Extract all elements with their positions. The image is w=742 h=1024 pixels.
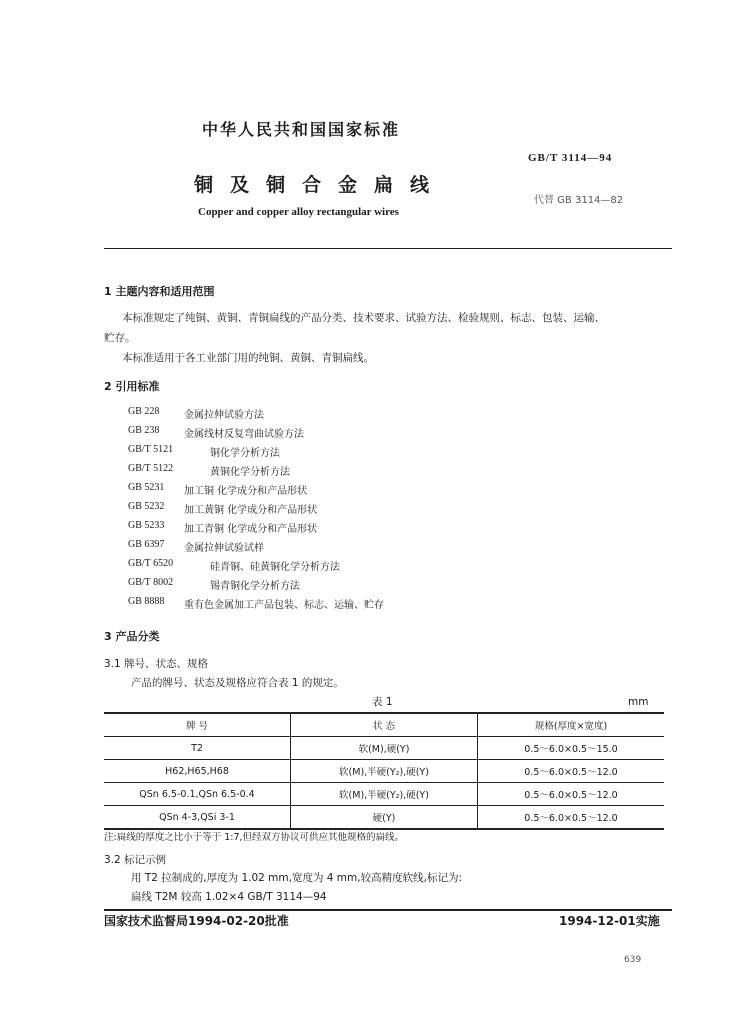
reference-title: 黄铜化学分析方法	[210, 467, 290, 478]
section-3-2-text: 用 T2 拉制成的,厚度为 1.02 mm,宽度为 4 mm,较高精度软线,标记为:	[131, 872, 462, 884]
table-cell: 软(M),半硬(Y₂),硬(Y)	[291, 783, 478, 806]
table-row	[104, 737, 664, 760]
approval-date: 国家技术监督局1994-02-20批准	[104, 914, 289, 928]
reference-code: GB 5233	[128, 520, 165, 531]
reference-code: GB 6397	[128, 539, 165, 550]
table-cell: 软(M),半硬(Y₂),硬(Y)	[291, 760, 478, 783]
header-divider	[104, 248, 672, 249]
table-cell: QSn 4-3,QSi 3-1	[104, 806, 291, 830]
reference-title: 铜化学分析方法	[210, 448, 280, 459]
standard-number: GB/T 3114—94	[528, 152, 613, 164]
table-row	[104, 783, 664, 806]
table-row	[104, 806, 664, 830]
reference-title: 硅青铜、硅黄铜化学分析方法	[210, 562, 340, 573]
reference-code: GB 238	[128, 425, 160, 436]
section-2-heading: 2 引用标准	[104, 380, 160, 393]
section-3-1-text: 产品的牌号、状态及规格应符合表 1 的规定。	[131, 677, 344, 689]
national-standard-heading: 中华人民共和国国家标准	[202, 120, 401, 139]
reference-title: 金属拉伸试验试样	[184, 543, 264, 554]
table-cell: 0.5～6.0×0.5～12.0	[478, 806, 665, 830]
replaces-standard: 代替 GB 3114—82	[534, 195, 624, 206]
reference-title: 重有色金属加工产品包装、标志、运输、贮存	[184, 600, 384, 611]
section-1-paragraph-1: 本标准规定了纯铜、黄铜、青铜扁线的产品分类、技术要求、试验方法、检验规则、标志、包装、运输、	[122, 312, 605, 324]
reference-title: 金属拉伸试验方法	[184, 410, 264, 421]
reference-code: GB 228	[128, 406, 160, 417]
section-1-paragraph-2: 本标准适用于各工业部门用的纯铜、黄铜、青铜扁线。	[122, 352, 374, 364]
section-3-1-heading: 3.1 牌号、状态、规格	[104, 658, 209, 670]
table-header-row	[104, 713, 664, 737]
page-number: 639	[624, 955, 642, 965]
table-caption: 表 1	[372, 696, 393, 708]
table-note: 注:扁线的厚度之比小于等于 1:7,但经双方协议可供应其他规格的扁线。	[104, 832, 405, 843]
marking-example: 扁线 T2M 较高 1.02×4 GB/T 3114—94	[131, 891, 327, 903]
section-3-2-heading: 3.2 标记示例	[104, 854, 167, 866]
reference-title: 加工青铜 化学成分和产品形状	[184, 524, 318, 535]
table-header-cell: 规格(厚度×宽度)	[478, 713, 665, 737]
reference-code: GB 5232	[128, 501, 165, 512]
footer-divider	[104, 909, 672, 911]
reference-title: 金属线材反复弯曲试验方法	[184, 429, 304, 440]
reference-code: GB/T 6520	[128, 558, 174, 569]
reference-code: GB 5231	[128, 482, 165, 493]
reference-code: GB/T 8002	[128, 577, 174, 588]
section-3-heading: 3 产品分类	[104, 630, 160, 643]
table-header-cell: 牌 号	[104, 713, 291, 737]
reference-code: GB 8888	[128, 596, 165, 607]
reference-code: GB/T 5122	[128, 463, 174, 474]
reference-title: 锡青铜化学分析方法	[210, 581, 300, 592]
table-cell: 软(M),硬(Y)	[291, 737, 478, 760]
reference-code: GB/T 5121	[128, 444, 174, 455]
table-cell: H62,H65,H68	[104, 760, 291, 783]
document-title-en: Copper and copper alloy rectangular wires	[198, 206, 399, 218]
section-1-heading: 1 主题内容和适用范围	[104, 285, 215, 298]
implementation-date: 1994-12-01实施	[559, 914, 660, 928]
section-1-paragraph-1-cont: 贮存。	[104, 332, 136, 344]
document-title-cn: 铜及铜合金扁线	[194, 174, 447, 196]
table-cell: QSn 6.5-0.1,QSn 6.5-0.4	[104, 783, 291, 806]
reference-title: 加工黄铜 化学成分和产品形状	[184, 505, 318, 516]
table-header-cell: 状 态	[291, 713, 478, 737]
table-cell: 硬(Y)	[291, 806, 478, 830]
table-cell: T2	[104, 737, 291, 760]
table-row	[104, 760, 664, 783]
table-unit: mm	[628, 696, 649, 708]
product-spec-table	[104, 712, 664, 830]
table-cell: 0.5～6.0×0.5～12.0	[478, 783, 665, 806]
table-cell: 0.5～6.0×0.5～15.0	[478, 737, 665, 760]
reference-title: 加工铜 化学成分和产品形状	[184, 486, 308, 497]
table-cell: 0.5～6.0×0.5～12.0	[478, 760, 665, 783]
